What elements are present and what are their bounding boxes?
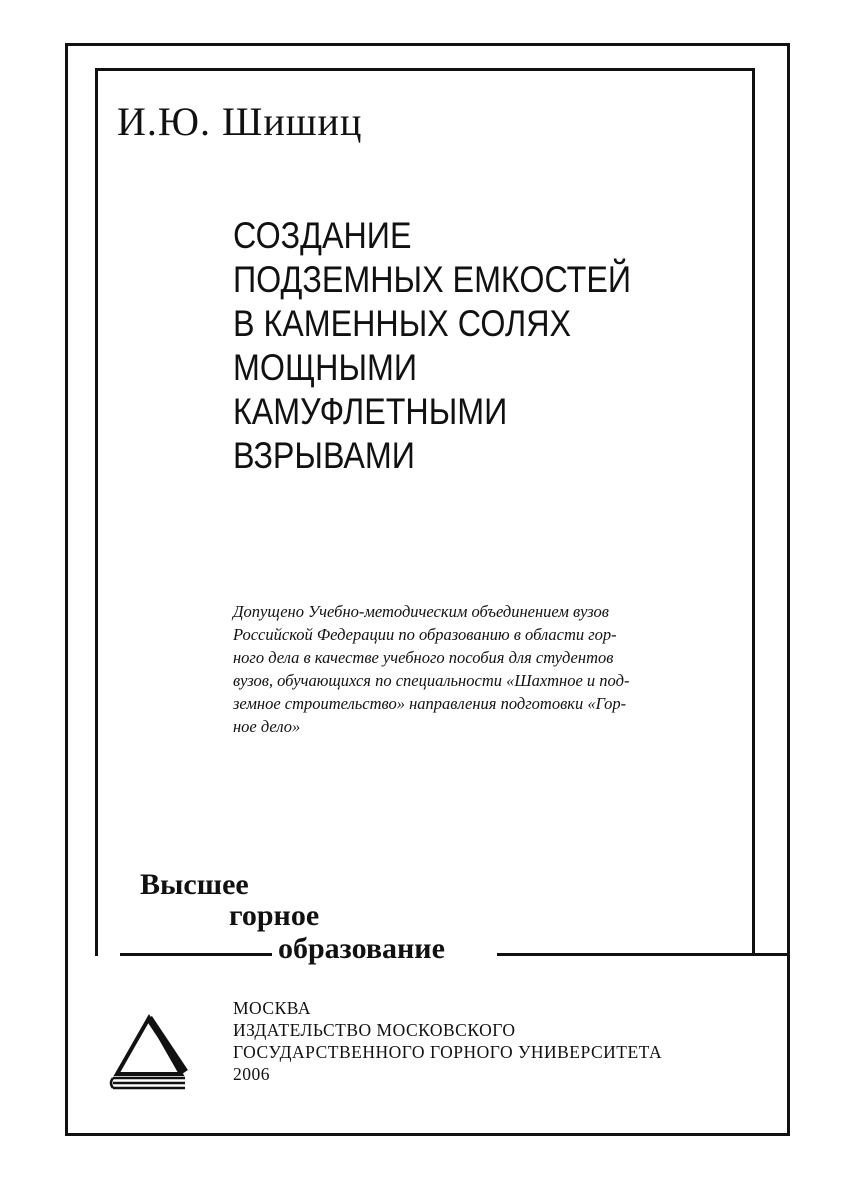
- approval-line: ного дела в качестве учебного пособия для студентов: [233, 648, 614, 667]
- title-line: МОЩНЫМИ: [233, 346, 418, 388]
- series-rule-right: [497, 953, 790, 956]
- publisher-name-line-2: ГОСУДАРСТВЕННОГО ГОРНОГО УНИВЕРСИТЕТА: [233, 1042, 663, 1062]
- approval-line: вузов, обучающихся по специальности «Шахтное и под-: [233, 671, 630, 690]
- publication-year: 2006: [233, 1064, 270, 1084]
- approval-line: ное дело»: [233, 717, 301, 736]
- series-line-1: Высшее: [140, 868, 249, 901]
- series-line-3: образование: [278, 932, 445, 965]
- inner-frame: [95, 68, 755, 956]
- book-title: [233, 213, 631, 477]
- title-line: КАМУФЛЕТНЫМИ: [233, 390, 508, 432]
- title-line: В КАМЕННЫХ СОЛЯХ: [233, 302, 572, 344]
- title-line: СОЗДАНИЕ: [233, 214, 412, 256]
- publisher-name-line-1: ИЗДАТЕЛЬСТВО МОСКОВСКОГО: [233, 1020, 516, 1040]
- title-line: ПОДЗЕМНЫХ ЕМКОСТЕЙ: [233, 258, 632, 300]
- publisher-city: МОСКВА: [233, 998, 311, 1018]
- approval-line: Российской Федерации по образованию в области гор-: [233, 625, 617, 644]
- approval-note: [233, 600, 711, 738]
- series-line-2: горное: [229, 899, 320, 932]
- author-name: И.Ю. Шишиц: [117, 99, 363, 144]
- publisher-block: [233, 997, 662, 1085]
- series-rule-left: [120, 953, 272, 956]
- title-line: ВЗРЫВАМИ: [233, 434, 415, 476]
- publisher-book-triangle-icon: [105, 1012, 193, 1092]
- approval-line: Допущено Учебно-методическим объединением вузов: [233, 602, 609, 621]
- approval-line: земное строительство» направления подготовки «Гор-: [233, 694, 627, 713]
